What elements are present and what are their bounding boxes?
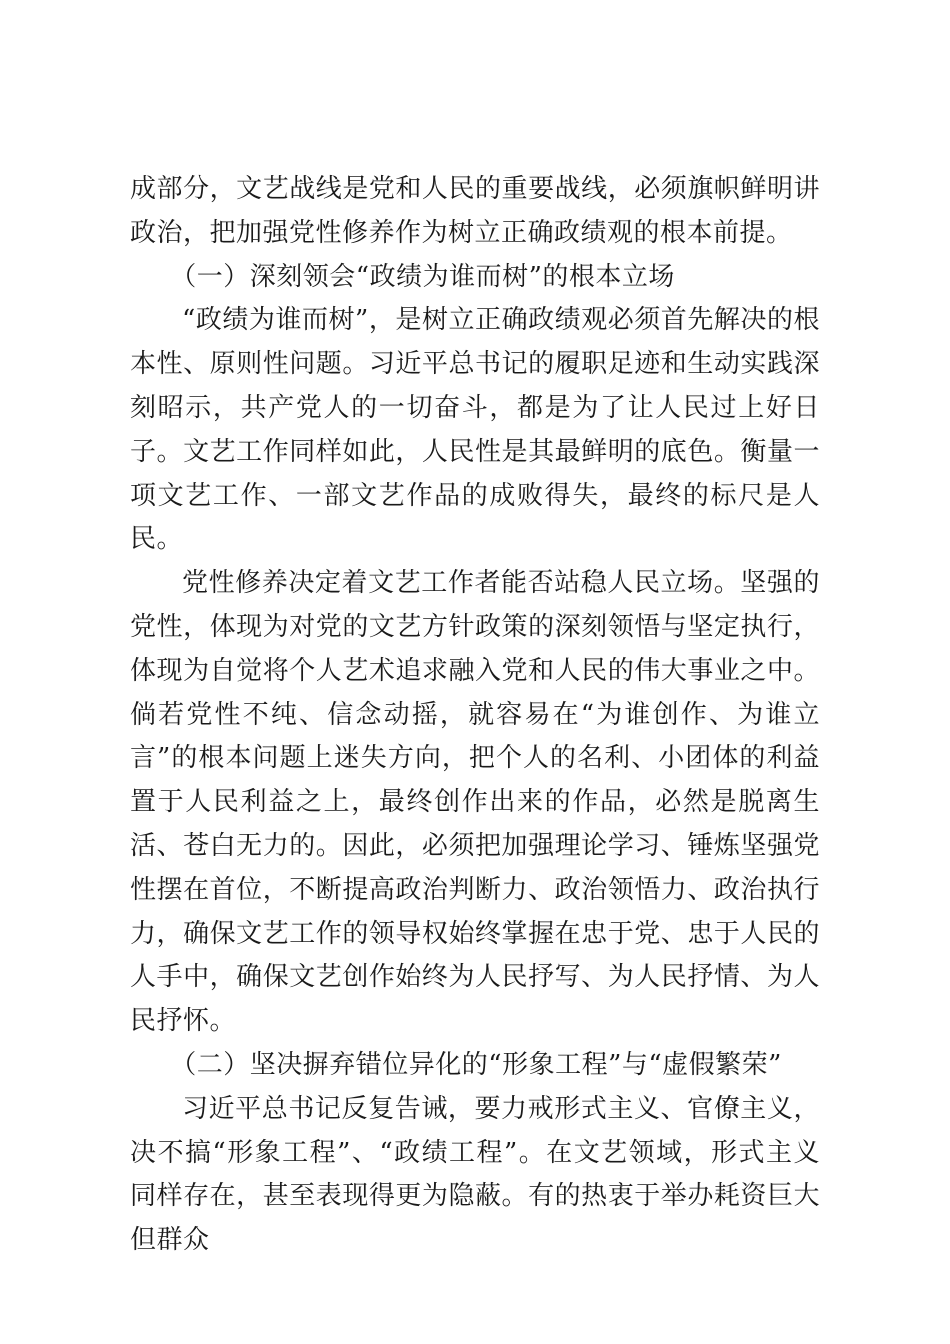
paragraph-2: 党性修养决定着文艺工作者能否站稳人民立场。坚强的党性，体现为对党的文艺方针政策的深刻领悟与坚定执行，体现为自觉将个人艺术追求融入党和人民的伟大事业之中。倘若党性不纯、信念动摇，就容易在“为谁创作、为谁立言”的根本问题上迷失方向，把个人的名利、小团体的利益置于人民利益之上，最终创作出来的作品，必然是脱离生活、苍白无力的。因此，必须把加强理论学习、锤炼坚强党性摆在首位，不断提高政治判断力、政治领悟力、政治执行力，确保文艺工作的领导权始终掌握在忠于党、忠于人民的人手中，确保文艺创作始终为人民抒写、为人民抒情、为人民抒怀。: [130, 568, 820, 1037]
section-heading-1: （一）深刻领会“政绩为谁而树”的根本立场: [170, 261, 675, 292]
section-heading-2: （二）坚决摒弃错位异化的“形象工程”与“虚假繁荣”: [170, 1049, 782, 1080]
document-body: [130, 168, 820, 1263]
paragraph-3: 习近平总书记反复告诫，要力戒形式主义、官僚主义，决不搞“形象工程”、“政绩工程”。在文艺领域，形式主义同样存在，甚至表现得更为隐蔽。有的热衷于举办耗资巨大但群众: [130, 1093, 820, 1256]
paragraph-1: “政绩为谁而树”，是树立正确政绩观必须首先解决的根本性、原则性问题。习近平总书记的履职足迹和生动实践深刻昭示，共产党人的一切奋斗，都是为了让人民过上好日子。文艺工作同样如此，人民性是其最鲜明的底色。衡量一项文艺工作、一部文艺作品的成败得失，最终的标尺是人民。: [130, 305, 820, 555]
paragraph-continuation: 成部分，文艺战线是党和人民的重要战线，必须旗帜鲜明讲政治，把加强党性修养作为树立正确政绩观的根本前提。: [130, 174, 820, 248]
